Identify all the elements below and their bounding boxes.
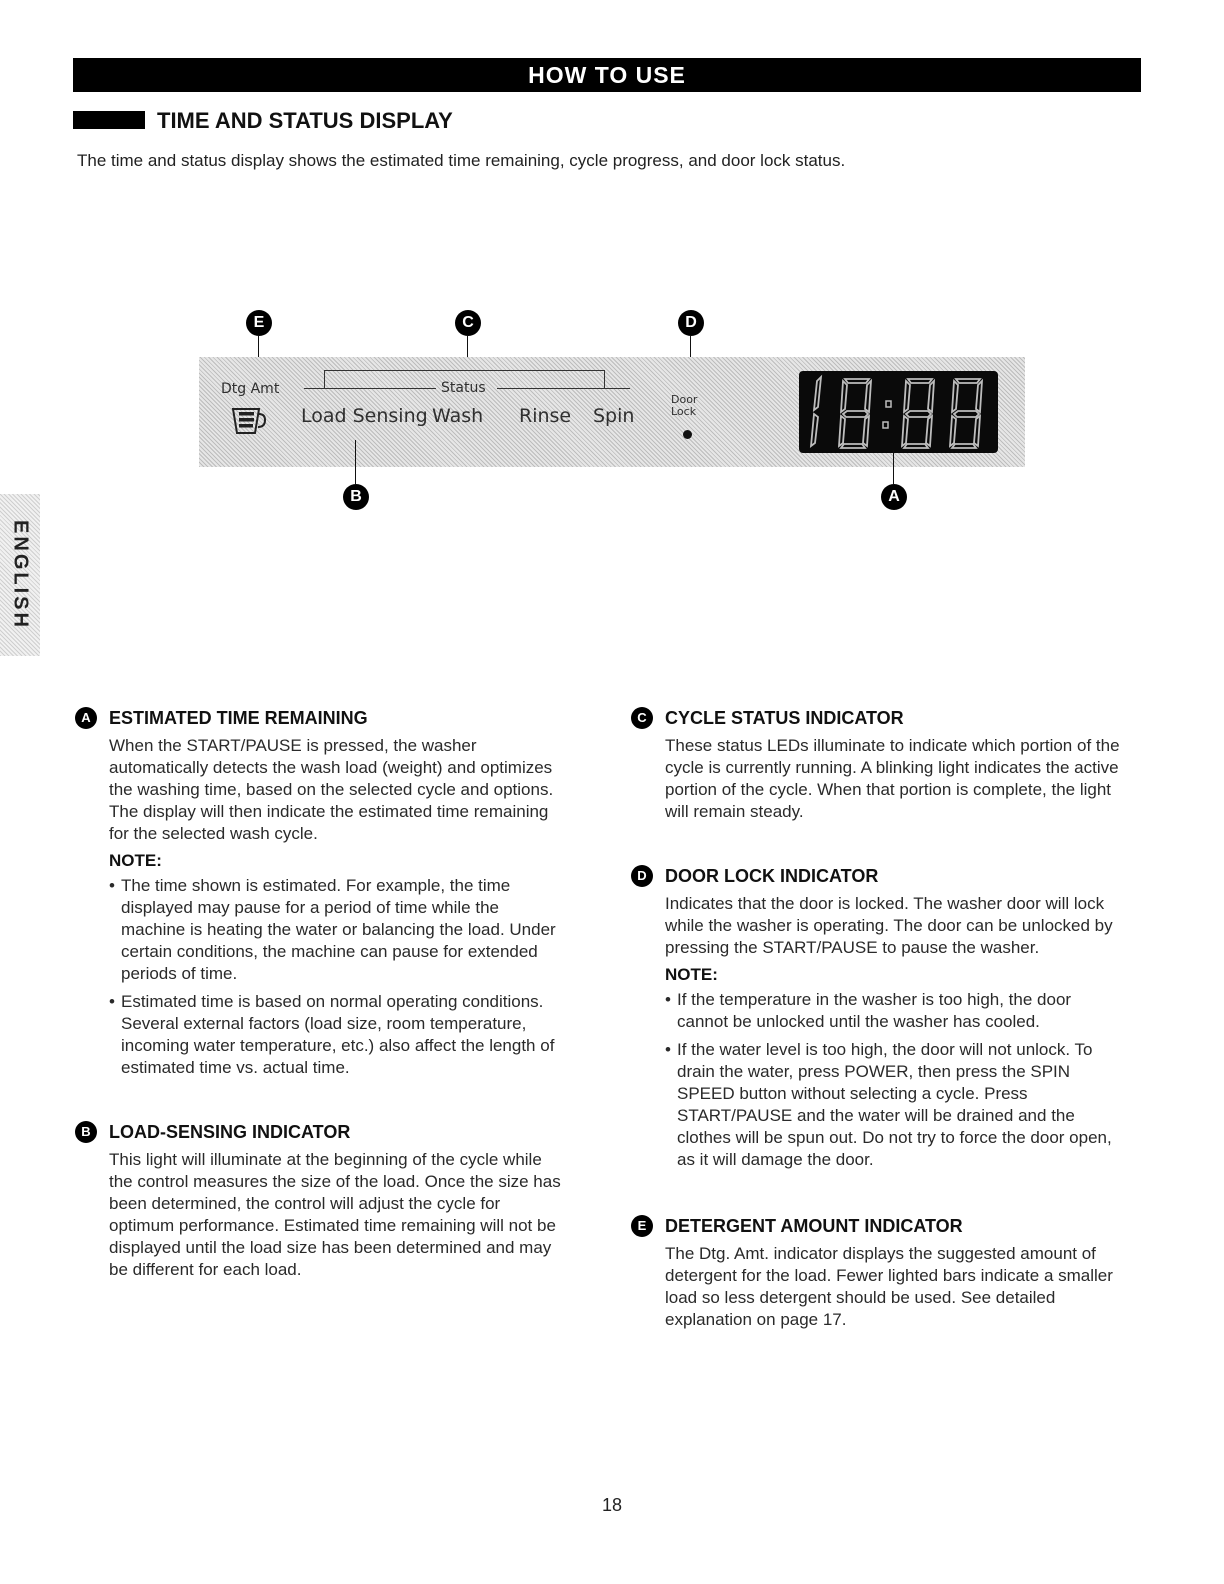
section-a-body: When the START/PAUSE is pressed, the washer automatically detects the wash load (weight) and optimizes the washing time, based on the selected cycle and options. The display will then indicate the estimated time remaining for the selected wash cycle. xyxy=(109,736,554,843)
section-a-title: ESTIMATED TIME REMAINING xyxy=(109,708,368,728)
section-a-note-title: NOTE: xyxy=(109,851,162,870)
leader-a xyxy=(893,450,894,484)
section-a-note-2: • Estimated time is based on normal operating conditions. Several external factors (load size, room temperature, incoming water temperature, etc.) also affect the length of estimated time vs. actual time. xyxy=(109,991,565,1079)
status-bracket-left xyxy=(304,388,436,389)
section-c-body: These status LEDs illuminate to indicate which portion of the cycle is currently running. A blinking light indicates the active portion of the cycle. When that portion is complete, the light will remain steady. xyxy=(665,736,1120,821)
section-header-bar: HOW TO USE xyxy=(73,58,1141,92)
callout-e-badge: E xyxy=(631,1215,653,1237)
section-c-title: CYCLE STATUS INDICATOR xyxy=(665,708,904,728)
section-door-lock xyxy=(631,863,1121,1171)
section-a-heading xyxy=(75,705,565,731)
section-b-title: LOAD-SENSING INDICATOR xyxy=(109,1122,351,1142)
section-load-sensing xyxy=(75,1119,565,1281)
time-digits xyxy=(799,371,998,453)
callout-a-badge: A xyxy=(75,707,97,729)
section-e-heading xyxy=(631,1213,1121,1239)
door-lock-led xyxy=(683,430,692,439)
section-d-notes xyxy=(665,989,1121,1171)
cycle-step-wash: Wash xyxy=(432,405,484,427)
control-panel-display xyxy=(199,357,1025,467)
page-number: 18 xyxy=(601,1495,623,1515)
callout-a-bottom: A xyxy=(881,484,907,510)
callout-d-badge: D xyxy=(631,865,653,887)
left-column xyxy=(75,705,565,1281)
section-d-title: DOOR LOCK INDICATOR xyxy=(665,866,879,886)
section-d-heading xyxy=(631,863,1121,889)
door-label-line2: Lock xyxy=(671,405,697,418)
section-d-note-1: • If the temperature in the washer is too high, the door cannot be unlocked until the washer has cooled. xyxy=(665,989,1121,1033)
section-b-heading xyxy=(75,1119,565,1145)
cycle-step-load-sensing: Load Sensing xyxy=(301,405,428,427)
language-side-tab-label: ENGLISH xyxy=(9,520,32,630)
detergent-cup-icon xyxy=(230,403,266,439)
section-title: TIME AND STATUS DISPLAY xyxy=(157,108,453,133)
callout-b-bottom: B xyxy=(343,484,369,510)
section-e-title: DETERGENT AMOUNT INDICATOR xyxy=(665,1216,963,1236)
section-d-body: Indicates that the door is locked. The washer door will lock while the washer is operating. The door can be unlocked by pressing the START/PAUSE to pause the washer. xyxy=(665,894,1113,957)
section-cycle-status xyxy=(631,705,1121,823)
right-column xyxy=(631,705,1121,1331)
section-e-body: The Dtg. Amt. indicator displays the suggested amount of detergent for the load. Fewer lighted bars indicate a smaller load so less detergent should be used. See detailed explanation on page 17. xyxy=(665,1244,1113,1329)
leader-b xyxy=(355,440,356,484)
time-display xyxy=(799,371,998,453)
section-a-note-1: • The time shown is estimated. For example, the time displayed may pause for a period of time while the machine is heating the water or balancing the load. Under certain conditions, the machine can pause for extended periods of time. xyxy=(109,875,565,985)
door-label-line1: Door xyxy=(671,393,698,406)
language-side-tab xyxy=(0,494,40,656)
status-bracket-right xyxy=(497,388,630,389)
status-bracket-tick-right xyxy=(604,370,605,388)
section-a-notes xyxy=(109,875,565,1079)
section-d-note-2: • If the water level is too high, the door will not unlock. To drain the water, press POWER, then press the SPIN SPEED button without selecting a cycle. Press START/PAUSE and the water will be drained and the clothes will be spun out. Do not try to force the door open, as it will damage the door. xyxy=(665,1039,1121,1171)
section-title-marker xyxy=(73,111,145,129)
callout-c-badge: C xyxy=(631,707,653,729)
intro-text: The time and status display shows the estimated time remaining, cycle progress, and door lock status. xyxy=(77,151,846,170)
callout-d-top: D xyxy=(678,310,704,336)
section-c-heading xyxy=(631,705,1121,731)
dtg-amt-label: Dtg Amt xyxy=(221,381,280,397)
cycle-step-rinse: Rinse xyxy=(519,405,572,427)
status-bracket-top xyxy=(324,370,604,371)
section-d-note-title: NOTE: xyxy=(665,965,718,984)
status-bracket-tick-left xyxy=(324,370,325,388)
section-detergent-amount xyxy=(631,1213,1121,1331)
callout-c-top: C xyxy=(455,310,481,336)
section-estimated-time xyxy=(75,705,565,1079)
status-label: Status xyxy=(441,380,486,396)
cycle-step-spin: Spin xyxy=(593,405,635,427)
callout-b-badge: B xyxy=(75,1121,97,1143)
section-b-body: This light will illuminate at the beginning of the cycle while the control measures the size of the load. Once the size has been determined, the control will adjust the cycle for optimum performance. Estimated time remaining will not be displayed until the load size has been determined and may be different for each load. xyxy=(109,1150,561,1279)
callout-e-top: E xyxy=(246,310,272,336)
